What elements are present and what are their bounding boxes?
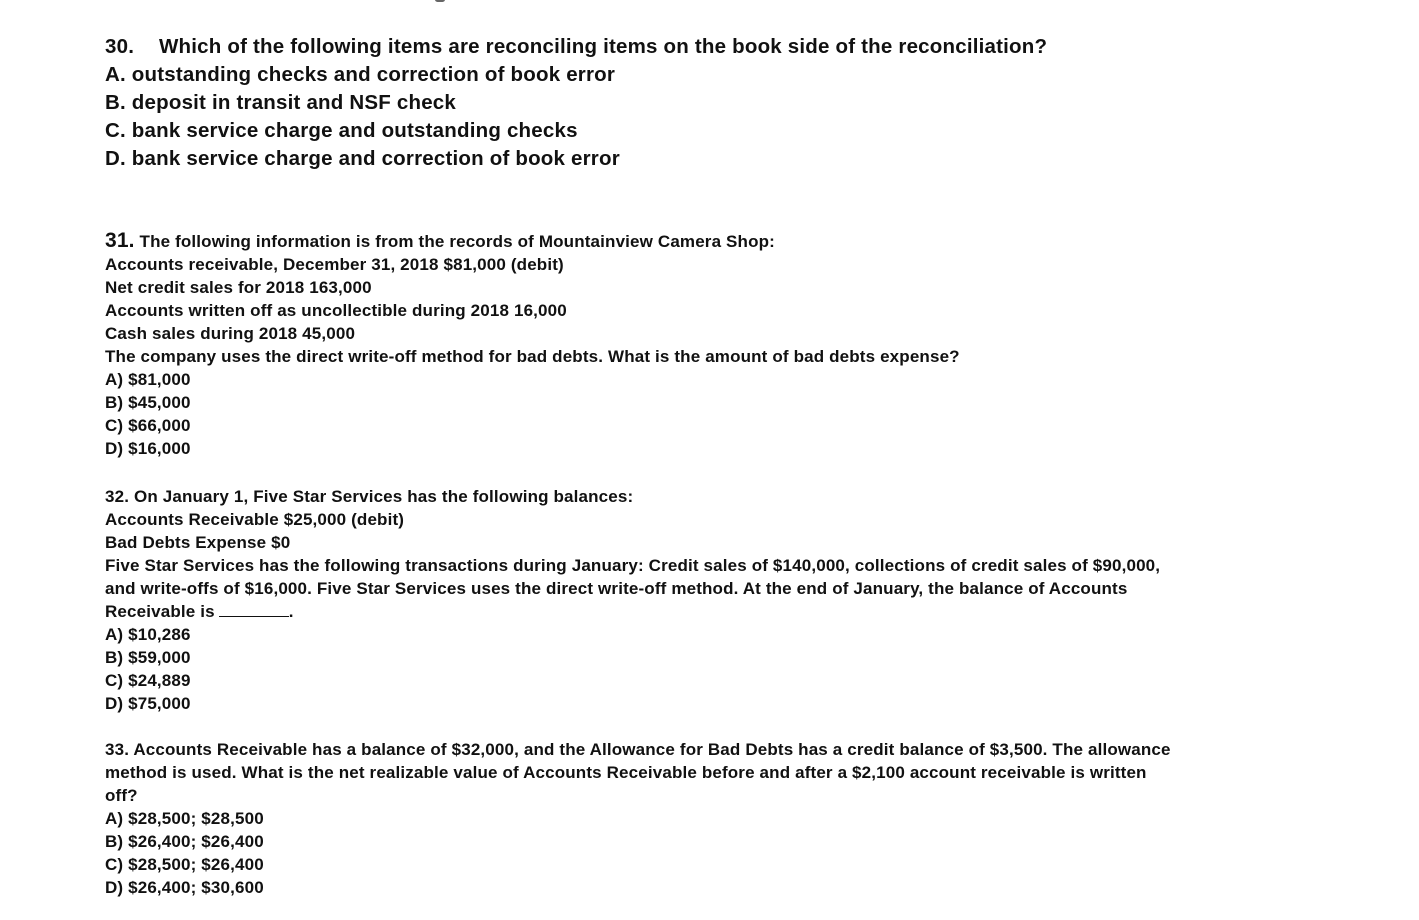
question-31-question: The company uses the direct write-off method for bad debts. What is the amount of bad debts expense?	[105, 347, 960, 366]
question-32-question	[105, 554, 1165, 623]
question-31-fact: Accounts receivable, December 31, 2018 $81,000 (debit)	[105, 255, 564, 274]
question-32-option-a: A) $10,286	[105, 625, 191, 644]
question-33-option-d: D) $26,400; $30,600	[105, 878, 264, 897]
question-31-option-d: D) $16,000	[105, 439, 191, 458]
question-30-option-c: C. bank service charge and outstanding checks	[105, 119, 578, 142]
document-page	[105, 0, 1395, 920]
question-31	[105, 229, 960, 460]
question-33-question: 33. Accounts Receivable has a balance of $32,000, and the Allowance for Bad Debts has a credit balance of $3,500. The allowance method is used. What is the net realizable value of Accounts Receivable before and after a $2,100 account receivable is written off?	[105, 740, 1171, 805]
question-30-option-b: B. deposit in transit and NSF check	[105, 91, 457, 114]
question-32-option-c: C) $24,889	[105, 671, 191, 690]
question-31-stem	[105, 229, 960, 253]
question-33	[105, 738, 1175, 899]
question-33-option-c: C) $28,500; $26,400	[105, 855, 264, 874]
question-31-option-b: B) $45,000	[105, 393, 191, 412]
question-30-number: 30.	[105, 35, 135, 58]
question-30-text: Which of the following items are reconciling items on the book side of the reconciliation?	[159, 35, 1048, 58]
question-31-option-a: A) $81,000	[105, 370, 191, 389]
question-30-stem	[105, 33, 1047, 61]
question-31-fact: Net credit sales for 2018 163,000	[105, 278, 372, 297]
question-32-option-b: B) $59,000	[105, 648, 191, 667]
question-32-intro: 32. On January 1, Five Star Services has the following balances:	[105, 487, 634, 506]
question-31-fact: Cash sales during 2018 45,000	[105, 324, 356, 343]
question-30-option-a: A. outstanding checks and correction of book error	[105, 63, 616, 86]
question-31-number: 31.	[105, 229, 135, 252]
question-30	[105, 33, 1047, 173]
question-30-option-d: D. bank service charge and correction of book error	[105, 147, 620, 170]
question-33-option-a: A) $28,500; $28,500	[105, 809, 264, 828]
question-32-fact: Accounts Receivable $25,000 (debit)	[105, 510, 405, 529]
clipped-text-fragment	[435, 0, 445, 2]
question-32-option-d: D) $75,000	[105, 694, 191, 713]
question-32	[105, 485, 1165, 715]
question-33-option-b: B) $26,400; $26,400	[105, 832, 264, 851]
question-31-option-c: C) $66,000	[105, 416, 191, 435]
question-32-fact: Bad Debts Expense $0	[105, 533, 291, 552]
answer-blank	[219, 602, 289, 617]
question-32-end: .	[288, 602, 294, 621]
question-31-intro: The following information is from the records of Mountainview Camera Shop:	[134, 232, 775, 251]
question-32-text: Five Star Services has the following transactions during January: Credit sales of $140,000, collections of credit sales of $90,000, and write-offs of $16,000. Five Star Services uses the direct write-off method. At the end of January, the balance of Accounts Receivable is	[105, 556, 1161, 621]
question-31-fact: Accounts written off as uncollectible during 2018 16,000	[105, 301, 567, 320]
